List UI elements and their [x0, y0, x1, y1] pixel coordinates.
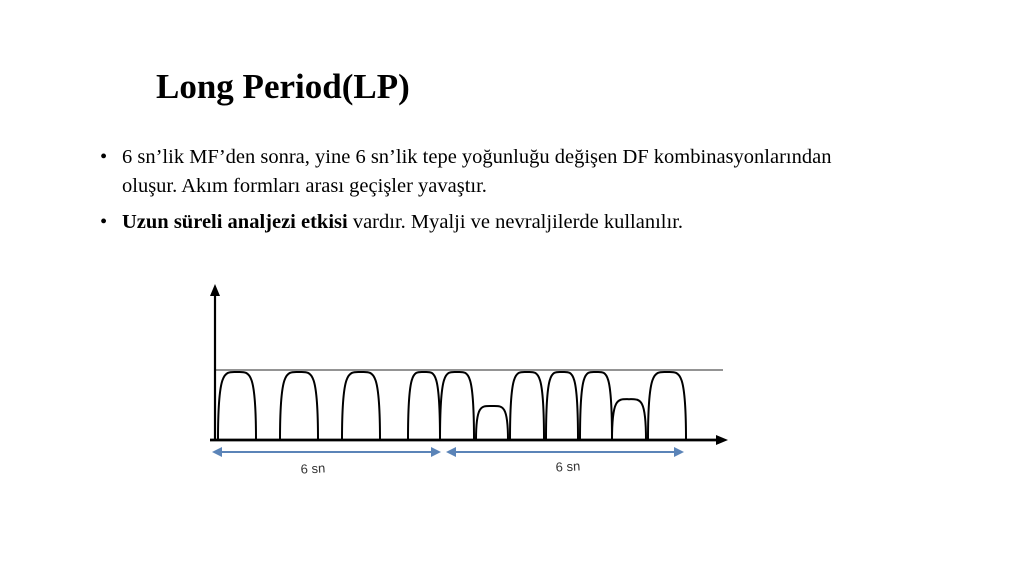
left-arrowhead-icon	[446, 447, 456, 457]
span-label-2: 6 sn	[555, 458, 581, 475]
pulse-arch	[648, 372, 686, 440]
slide-title: Long Period(LP)	[156, 67, 410, 106]
pulse-group	[218, 372, 686, 440]
left-arrowhead-icon	[212, 447, 222, 457]
bullet-dot: •	[100, 146, 108, 168]
pulse-arch	[510, 372, 544, 440]
right-arrowhead-icon	[431, 447, 441, 457]
span-arrow-1	[212, 447, 441, 457]
right-arrowhead-icon	[674, 447, 684, 457]
pulse-arch	[546, 372, 578, 440]
pulse-arch	[408, 372, 440, 440]
bullet-dot: •	[100, 211, 108, 233]
pulse-arch	[476, 406, 508, 440]
pulse-arch	[280, 372, 318, 440]
span-arrow-2	[446, 447, 684, 457]
bullet-1-text: 6 sn’lik MF’den sonra, yine 6 sn’lik tepe yoğunluğu değişen DF kombinasyonlarından oluşur. Akım formları arası geçişler yavaştır.	[122, 146, 832, 197]
span-label-1: 6 sn	[300, 460, 326, 477]
bullet-2-bold-text: Uzun süreli analjezi etkisi	[122, 211, 348, 233]
pulse-arch	[440, 372, 474, 440]
pulse-arch	[612, 399, 646, 440]
pulse-arch	[218, 372, 256, 440]
pulse-arch	[580, 372, 612, 440]
pulse-arch	[342, 372, 380, 440]
bullet-2-text: vardır. Myalji ve nevraljilerde kullanılır.	[347, 211, 684, 233]
x-axis-arrowhead-icon	[716, 435, 728, 445]
y-axis-arrowhead-icon	[210, 284, 220, 296]
